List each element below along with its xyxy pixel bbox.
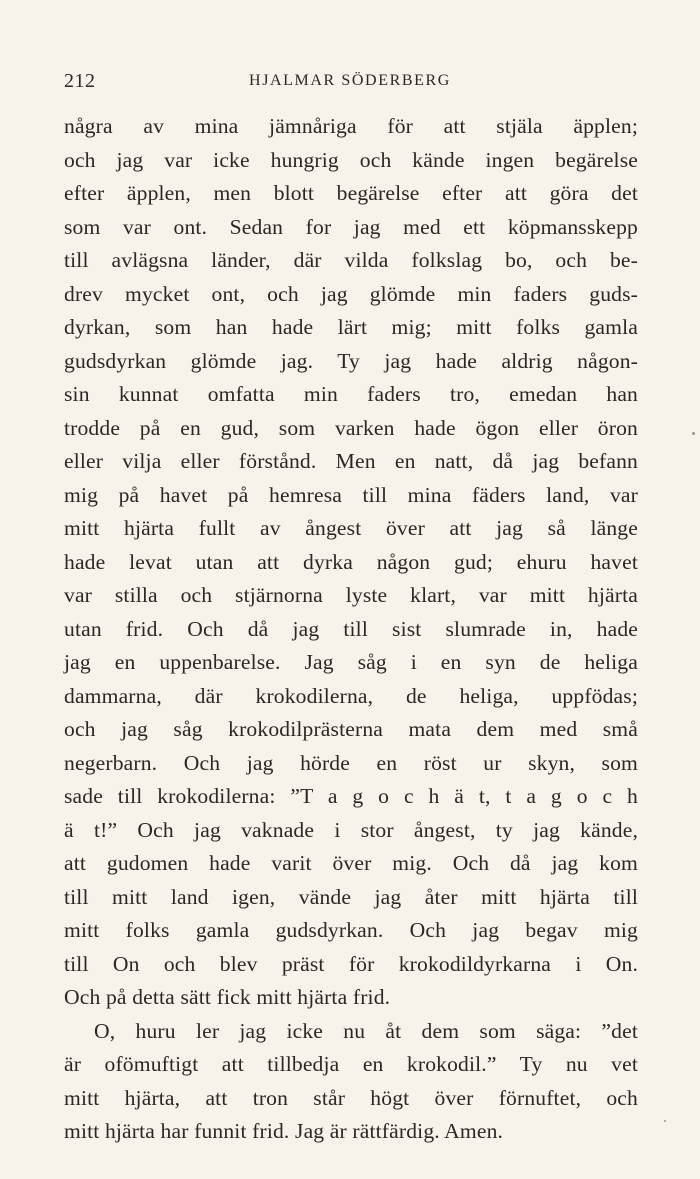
text-line: några av mina jämnåriga för att stjäla äpplen; xyxy=(64,114,638,138)
text-line: ä t!” Och jag vaknade i stor ångest, ty jag kände, xyxy=(64,817,638,842)
text-line: till avlägsna länder, där vilda folkslag bo, och be- xyxy=(64,248,638,272)
paper-speck xyxy=(692,432,695,435)
text-line: är ofömuftigt att tillbedja en krokodil.” Ty nu vet xyxy=(64,1052,638,1076)
page-number: 212 xyxy=(64,70,96,92)
text-line: och jag såg krokodilprästerna mata dem med små xyxy=(64,717,638,741)
text-line: dammarna, där krokodilerna, de heliga, uppfödas; xyxy=(64,683,638,708)
text-line: gudsdyrkan glömde jag. Ty jag hade aldrig någon- xyxy=(64,348,638,373)
text-line: efter äpplen, men blott begärelse efter att göra det xyxy=(64,181,638,205)
text-line: trodde på en gud, som varken hade ögon eller öron xyxy=(64,415,638,440)
text-line: eller vilja eller förstånd. Men en natt, då jag befann xyxy=(64,449,638,473)
text-line: var stilla och stjärnorna lyste klart, var mitt hjärta xyxy=(64,583,638,607)
paper-speck xyxy=(664,1120,666,1122)
text-line: och jag var icke hungrig och kände ingen begärelse xyxy=(64,147,638,172)
text-line: negerbarn. Och jag hörde en röst ur skyn, som xyxy=(64,750,638,775)
text-line: dyrkan, som han hade lärt mig; mitt folks gamla xyxy=(64,315,638,339)
text-line: mitt hjärta, att tron står högt över förnuftet, och xyxy=(64,1085,638,1110)
book-header-title: HJALMAR SÖDERBERG xyxy=(249,72,451,89)
text-body xyxy=(64,110,638,1149)
text-line: sade till krokodilerna: ”T a g o c h ä t, t a g o c h xyxy=(64,784,638,808)
final-line: mitt hjärta har funnit frid. Jag är rättfärdig. Amen. xyxy=(64,1119,504,1143)
text-line: till On och blev präst för krokodildyrkarna i On. xyxy=(64,951,638,976)
text-line: mitt folks gamla gudsdyrkan. Och jag begav mig xyxy=(64,918,638,942)
text-line: utan frid. Och då jag till sist slumrade in, hade xyxy=(64,616,638,641)
text-line: sin kunnat omfatta min faders tro, emedan han xyxy=(64,382,638,406)
text-line: jag en uppenbarelse. Jag såg i en syn de heliga xyxy=(64,650,638,674)
text-line: mitt hjärta fullt av ångest över att jag så länge xyxy=(64,516,638,540)
text-line: hade levat utan att dyrka någon gud; ehuru havet xyxy=(64,549,638,574)
running-head xyxy=(64,70,636,98)
text-line: att gudomen hade varit över mig. Och då jag kom xyxy=(64,851,638,875)
paragraph-start-line: O, huru ler jag icke nu åt dem som säga: ”det xyxy=(94,1018,638,1043)
text-line: som var ont. Sedan for jag med ett köpmansskepp xyxy=(64,214,638,239)
paragraph-end-line: Och på detta sätt fick mitt hjärta frid. xyxy=(64,985,391,1009)
text-line: drev mycket ont, och jag glömde min faders guds- xyxy=(64,281,638,306)
text-line: till mitt land igen, vände jag åter mitt hjärta till xyxy=(64,884,638,909)
text-line: mig på havet på hemresa till mina fäders land, var xyxy=(64,482,638,507)
